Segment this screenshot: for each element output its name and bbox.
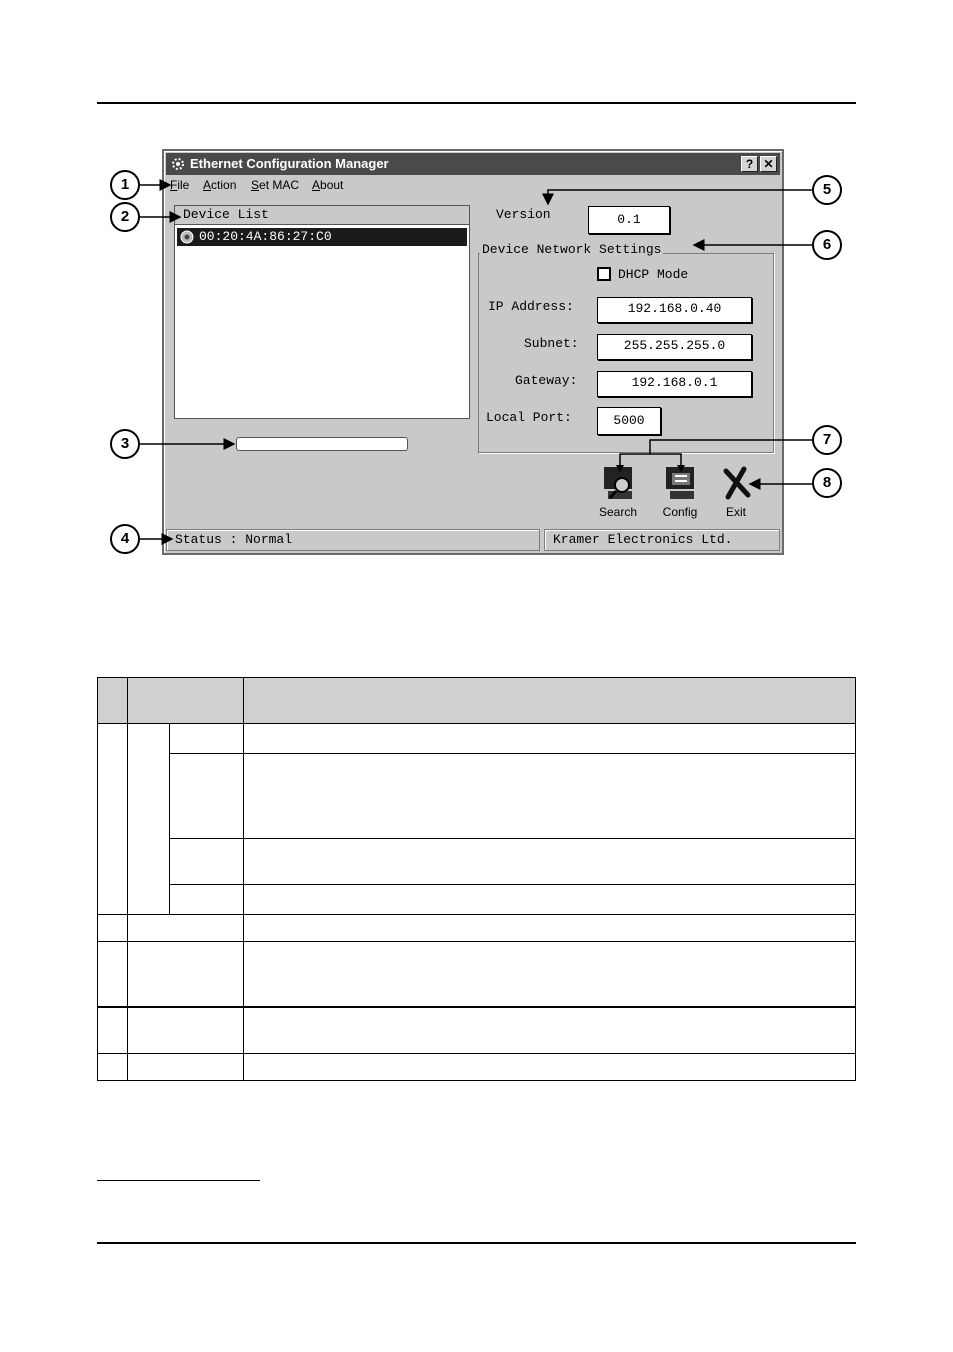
- ip-address-label: IP Address:: [488, 299, 574, 314]
- network-settings-title: Device Network Settings: [482, 242, 662, 257]
- table-header-cell: [244, 678, 856, 724]
- table-row: [98, 1007, 856, 1054]
- table-row: [98, 754, 856, 839]
- ethernet-config-window: [162, 149, 784, 555]
- dhcp-checkbox[interactable]: [597, 267, 611, 281]
- app-icon: [170, 156, 186, 172]
- callout-4: 4: [110, 524, 140, 554]
- table-row: [98, 839, 856, 885]
- top-rule: [97, 102, 856, 104]
- local-port-input[interactable]: 5000: [597, 407, 661, 435]
- table-header-cell: [128, 678, 244, 724]
- device-list-item[interactable]: [177, 228, 467, 246]
- gateway-label: Gateway:: [515, 373, 578, 388]
- table-row: [98, 1054, 856, 1081]
- device-list-header: Device List: [175, 206, 469, 225]
- search-icon: [602, 465, 636, 503]
- status-text: Status : Normal: [166, 529, 540, 551]
- menu-action[interactable]: Action: [203, 178, 237, 192]
- table-row: [98, 724, 856, 754]
- version-label: Version: [496, 207, 551, 222]
- window-title: Ethernet Configuration Manager: [190, 156, 389, 171]
- callout-6: 6: [812, 230, 842, 260]
- company-text: Kramer Electronics Ltd.: [544, 529, 780, 551]
- features-table: [97, 677, 856, 1081]
- table-row: [98, 885, 856, 915]
- network-device-icon: [179, 229, 195, 245]
- device-list[interactable]: [174, 205, 470, 419]
- callout-2: 2: [110, 202, 140, 232]
- subnet-input[interactable]: 255.255.255.0: [597, 334, 752, 360]
- table-header-cell: [98, 678, 128, 724]
- config-icon: [664, 465, 698, 503]
- close-button[interactable]: ✕: [760, 156, 777, 172]
- search-button[interactable]: [592, 465, 644, 521]
- version-field: 0.1: [588, 206, 670, 234]
- subnet-label: Subnet:: [524, 336, 579, 351]
- config-label: Config: [662, 505, 698, 519]
- status-bar: [166, 529, 780, 551]
- menu-about[interactable]: About: [312, 178, 344, 192]
- footnote-rule: [97, 1180, 260, 1181]
- local-port-label: Local Port:: [486, 410, 572, 425]
- callout-5: 5: [812, 175, 842, 205]
- bottom-rule: [97, 1242, 856, 1244]
- help-button[interactable]: ?: [741, 156, 758, 172]
- callout-3: 3: [110, 429, 140, 459]
- menu-file[interactable]: File: [170, 178, 190, 192]
- dhcp-label: DHCP Mode: [618, 267, 689, 282]
- callout-7: 7: [812, 425, 842, 455]
- config-button[interactable]: [654, 465, 706, 521]
- exit-label: Exit: [725, 505, 746, 519]
- table-row: [98, 942, 856, 1007]
- device-mac: 00:20:4A:86:27:C0: [199, 229, 332, 244]
- ip-address-input[interactable]: 192.168.0.40: [597, 297, 752, 323]
- gateway-input[interactable]: 192.168.0.1: [597, 371, 752, 397]
- progress-bar: [236, 437, 408, 451]
- exit-button[interactable]: [710, 465, 762, 521]
- menu-set-mac[interactable]: Set MAC: [251, 178, 300, 192]
- exit-icon: [720, 465, 754, 503]
- callout-1: 1: [110, 170, 140, 200]
- search-label: Search: [598, 505, 638, 519]
- callout-8: 8: [812, 468, 842, 498]
- table-row: [98, 915, 856, 942]
- title-bar: [166, 153, 780, 175]
